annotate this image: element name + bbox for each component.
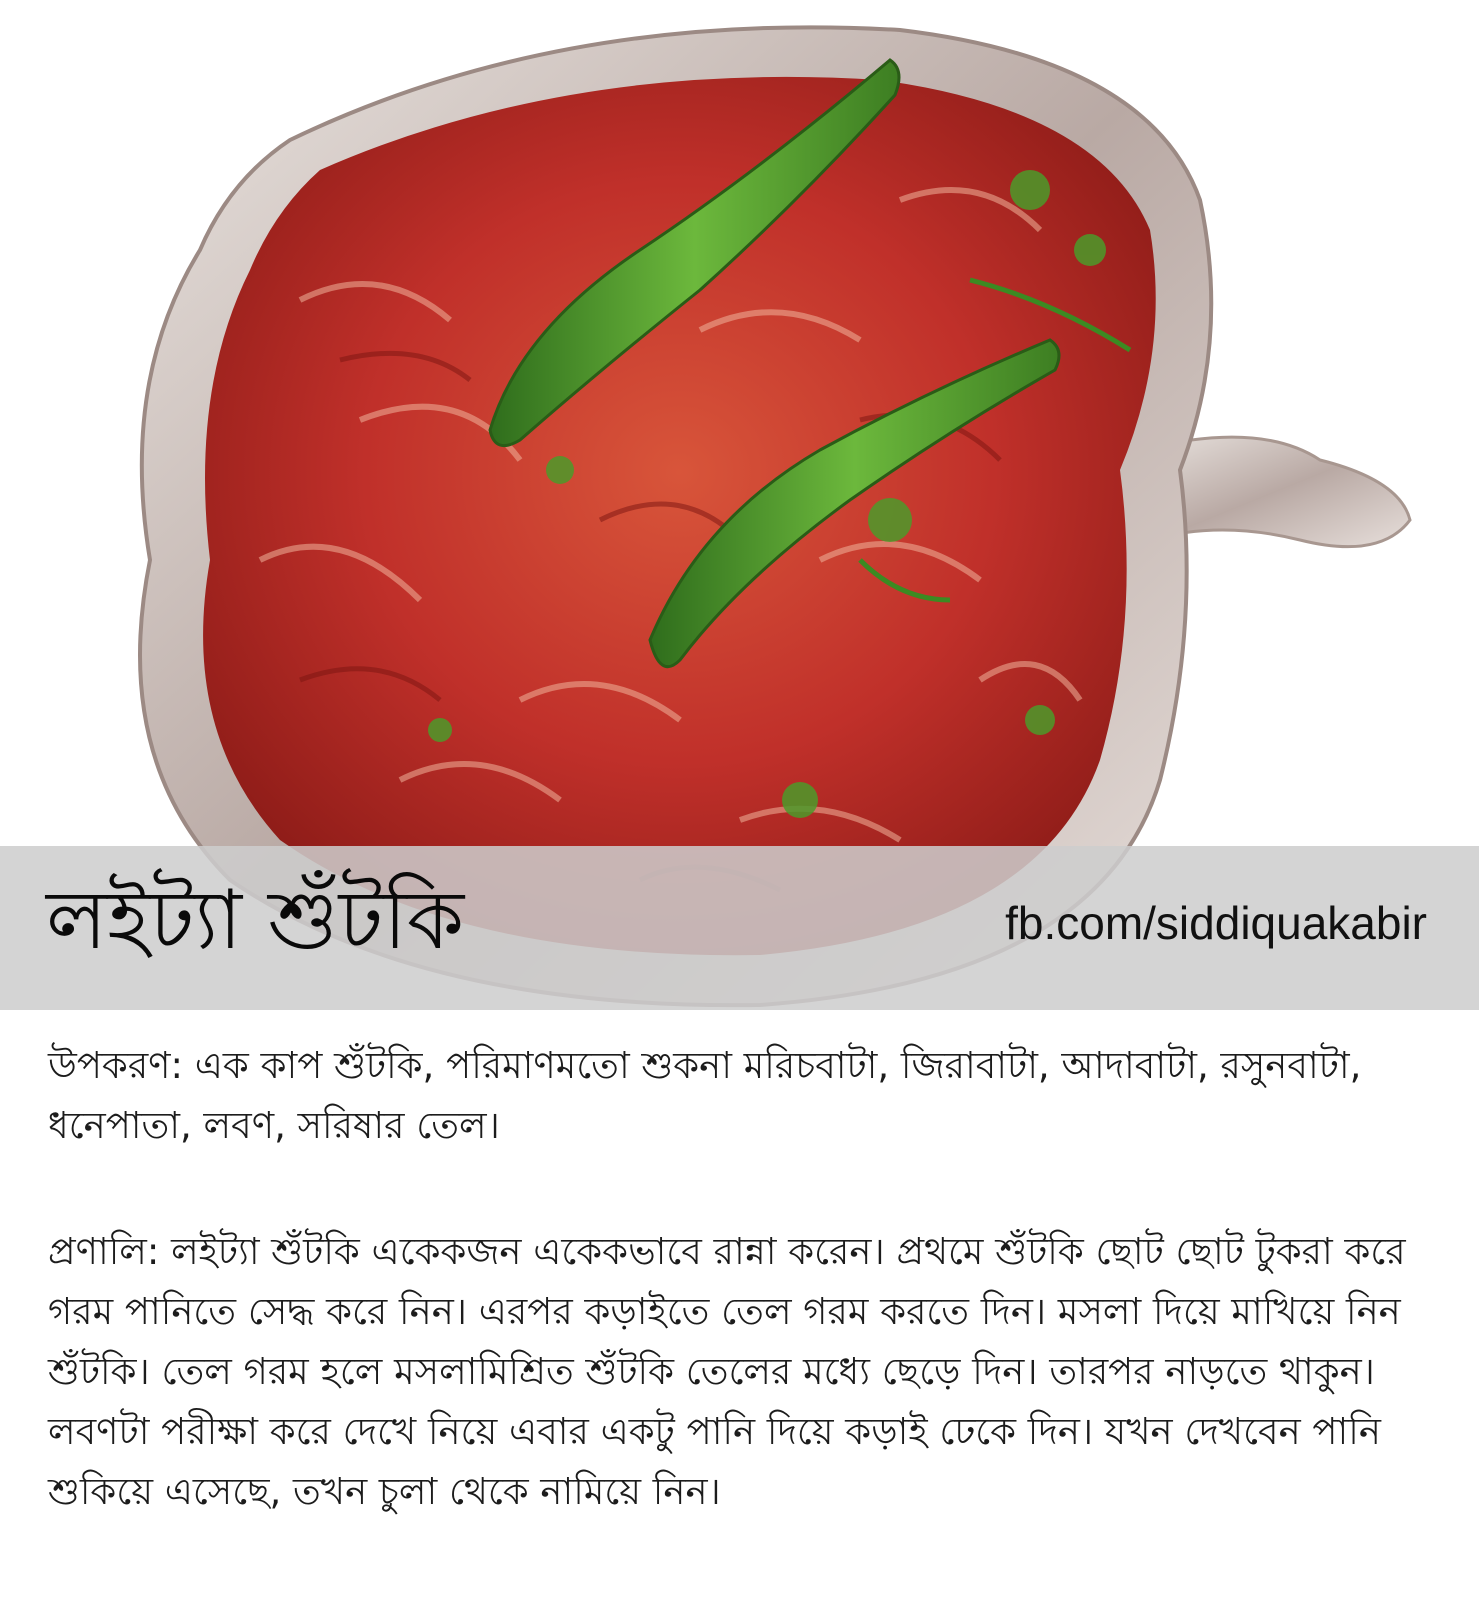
ingredients-section	[48, 1036, 1433, 1156]
ingredients-text: এক কাপ শুঁটকি, পরিমাণমতো শুকনা মরিচবাটা, জিরাবাটা, আদাবাটা, রসুনবাটা, ধনেপাতা, লবণ, সরিষার তেল।	[48, 1044, 1362, 1147]
method-label: প্রণালি:	[48, 1230, 160, 1273]
recipe-title: লইট্যা শুঁটকি	[46, 873, 465, 968]
facebook-credit: fb.com/siddiquakabir	[1005, 897, 1427, 949]
method-text: লইট্যা শুঁটকি একেকজন একেকভাবে রান্না করেন। প্রথমে শুঁটকি ছোট ছোট টুকরা করে গরম পানিতে সেদ্ধ করে নিন। এরপর কড়াইতে তেল গরম করতে দিন। মসলা দিয়ে মাখিয়ে নিন শুঁটকি। তেল গরম হলে মসলামিশ্রিত শুঁটকি তেলের মধ্যে ছেড়ে দিন। তারপর নাড়তে থাকুন। লবণটা পরীক্ষা করে দেখে নিয়ে এবার একটু পানি দিয়ে কড়াই ঢেকে দিন। যখন দেখবেন পানি শুকিয়ে এসেছে, তখন চুলা থেকে নামিয়ে নিন।	[48, 1230, 1406, 1513]
ingredients-label: উপকরণ:	[48, 1044, 184, 1087]
method-section	[48, 1222, 1433, 1522]
